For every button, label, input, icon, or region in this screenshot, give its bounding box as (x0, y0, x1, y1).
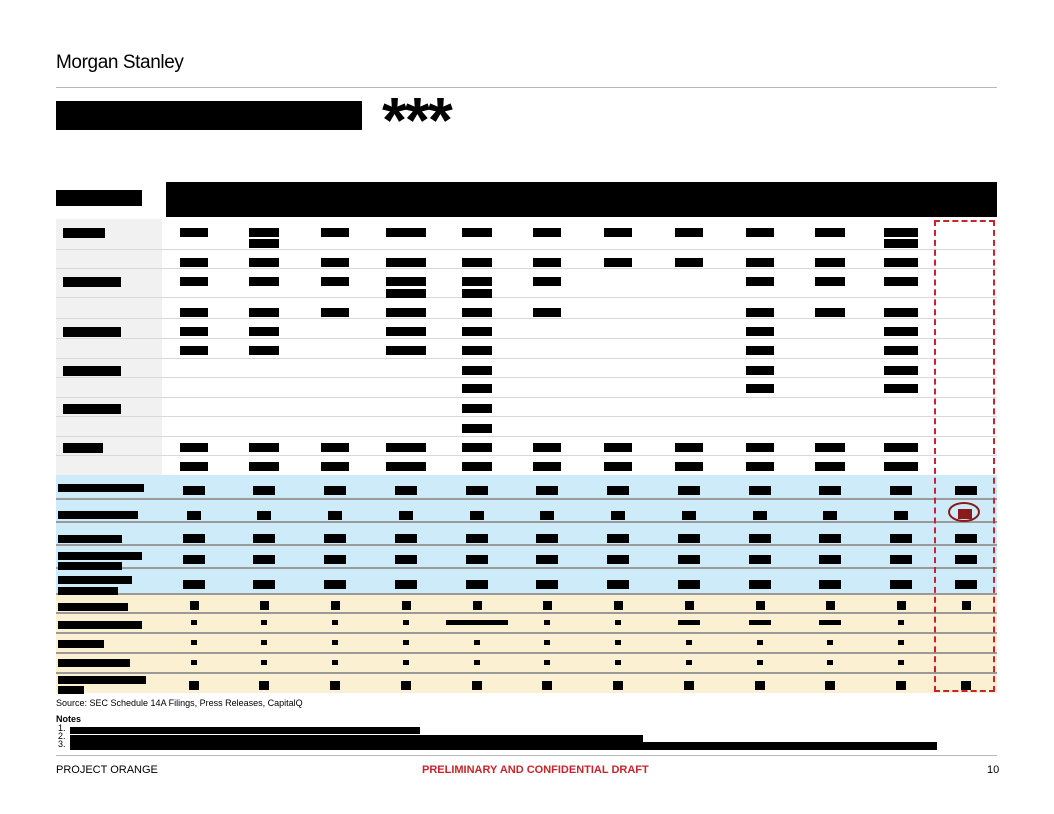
redacted-cell (183, 486, 205, 495)
redacted-cell (533, 443, 561, 452)
redacted-cell (180, 327, 208, 336)
redacted-cell (884, 327, 918, 336)
redacted-cell (324, 555, 346, 564)
redacted-cell (898, 640, 904, 645)
redacted-band-label (58, 659, 130, 667)
redacted-cell (896, 681, 906, 690)
redacted-cell (884, 277, 918, 286)
redacted-cell (890, 486, 912, 495)
redacted-cell (321, 228, 349, 237)
band-row-divider (56, 498, 997, 500)
redacted-cell (321, 443, 349, 452)
redacted-cell (544, 640, 550, 645)
redacted-cell (815, 258, 845, 267)
band-row-divider (56, 521, 997, 523)
redacted-row-label (63, 327, 121, 337)
redacted-cell (756, 601, 765, 610)
redacted-cell (321, 308, 349, 317)
redacted-cell (466, 555, 488, 564)
redacted-cell (678, 555, 700, 564)
redacted-cell (675, 228, 703, 237)
row-divider (56, 416, 997, 417)
redacted-row-label (63, 443, 103, 453)
redacted-cell (685, 601, 694, 610)
redacted-cell (180, 462, 208, 471)
redacted-cell (253, 534, 275, 543)
confidential-label: PRELIMINARY AND CONFIDENTIAL DRAFT (422, 764, 649, 776)
redacted-cell (884, 239, 918, 248)
redacted-cell (180, 346, 208, 355)
redacted-cell (332, 640, 338, 645)
row-divider (56, 338, 997, 339)
redacted-cell (819, 534, 841, 543)
header-rule (56, 87, 997, 88)
redacted-band-label (58, 576, 132, 584)
redacted-cell (190, 601, 199, 610)
redacted-cell (332, 660, 338, 665)
redacted-cell (604, 258, 632, 267)
redacted-cell (321, 277, 349, 286)
redacted-cell (826, 601, 835, 610)
redacted-cell (607, 486, 629, 495)
redacted-cell (607, 580, 629, 589)
redacted-cell (180, 228, 208, 237)
redacted-cell (395, 486, 417, 495)
redacted-cell (884, 346, 918, 355)
redacted-cell (898, 660, 904, 665)
redacted-cell (746, 443, 774, 452)
redacted-cell (884, 366, 918, 375)
redacted-cell (675, 258, 703, 267)
redacted-cell (890, 534, 912, 543)
redacted-cell (746, 327, 774, 336)
row-divider (56, 397, 997, 398)
redacted-band-label (58, 621, 142, 629)
redacted-cell (749, 534, 771, 543)
redacted-cell (474, 640, 480, 645)
redacted-cell (536, 580, 558, 589)
redacted-cell (249, 239, 279, 248)
redacted-cell (249, 228, 279, 237)
band-row-divider (56, 567, 997, 569)
redacted-cell (746, 384, 774, 393)
redacted-note-3 (70, 742, 937, 750)
redacted-cell (257, 511, 271, 520)
project-name: PROJECT ORANGE (56, 764, 158, 776)
redacted-cell (675, 443, 703, 452)
redacted-cell (894, 511, 908, 520)
note-number-2: 2. (58, 731, 66, 741)
redacted-cell (249, 346, 279, 355)
redacted-cell (403, 660, 409, 665)
band-row-divider (56, 612, 997, 614)
redacted-cell (533, 277, 561, 286)
redacted-cell (540, 511, 554, 520)
row-divider (56, 358, 997, 359)
redacted-cell (446, 620, 508, 625)
redacted-cell (249, 258, 279, 267)
redacted-cell (386, 462, 426, 471)
redacted-cell (615, 640, 621, 645)
redacted-cell (536, 486, 558, 495)
redacted-cell (749, 620, 771, 625)
redacted-cell (183, 580, 205, 589)
redacted-cell (187, 511, 201, 520)
redacted-cell (749, 580, 771, 589)
redacted-band-label (58, 535, 122, 543)
redacted-cell (462, 346, 492, 355)
row-divider (56, 268, 997, 269)
redacted-cell (462, 424, 492, 433)
redacted-cell (533, 258, 561, 267)
redacted-note-2 (70, 735, 643, 742)
redacted-band-label (58, 484, 144, 492)
redacted-cell (686, 640, 692, 645)
redacted-cell (183, 555, 205, 564)
redacted-cell (191, 660, 197, 665)
redacted-cell (749, 555, 771, 564)
redacted-cell (884, 462, 918, 471)
band-row-divider (56, 593, 997, 595)
redacted-cell (819, 620, 841, 625)
redacted-cell (180, 258, 208, 267)
redacted-row-label (63, 366, 121, 376)
redacted-header-band (166, 182, 997, 217)
redacted-cell (825, 681, 835, 690)
circled-cell-value (958, 509, 972, 519)
redacted-cell (472, 681, 482, 690)
redacted-cell (474, 660, 480, 665)
redacted-cell (682, 511, 696, 520)
redacted-cell (753, 511, 767, 520)
redacted-cell (544, 620, 550, 625)
redacted-cell (755, 681, 765, 690)
redacted-cell (473, 601, 482, 610)
redacted-cell (686, 660, 692, 665)
redacted-cell (746, 366, 774, 375)
band-row-divider (56, 544, 997, 546)
redacted-cell (607, 555, 629, 564)
redacted-cell (321, 258, 349, 267)
redacted-cell (386, 443, 426, 452)
row-divider (56, 455, 997, 456)
note-number-3: 3. (58, 739, 66, 749)
redacted-cell (386, 228, 426, 237)
redacted-cell (180, 277, 208, 286)
redacted-cell (823, 511, 837, 520)
redacted-cell (827, 640, 833, 645)
redacted-band-label (58, 587, 118, 595)
redacted-cell (183, 534, 205, 543)
redacted-cell (249, 443, 279, 452)
redacted-cell (386, 258, 426, 267)
redacted-cell (462, 366, 492, 375)
redacted-cell (611, 511, 625, 520)
redacted-cell (678, 620, 700, 625)
redacted-cell (898, 620, 904, 625)
redacted-cell (261, 660, 267, 665)
redacted-cell (402, 601, 411, 610)
redacted-cell (462, 258, 492, 267)
redacted-cell (746, 346, 774, 355)
redacted-cell (815, 462, 845, 471)
redacted-cell (613, 681, 623, 690)
redacted-cell (321, 462, 349, 471)
redacted-cell (386, 289, 426, 298)
redacted-cell (401, 681, 411, 690)
redacted-cell (253, 555, 275, 564)
source-text: Source: SEC Schedule 14A Filings, Press Releases, CapitalQ (56, 698, 303, 708)
notes-heading: Notes (56, 714, 82, 724)
band-row-divider (56, 632, 997, 634)
band-row-divider (56, 652, 997, 654)
redacted-cell (819, 555, 841, 564)
redacted-cell (884, 384, 918, 393)
redacted-cell (466, 534, 488, 543)
redacted-cell (890, 580, 912, 589)
redacted-cell (678, 580, 700, 589)
redacted-cell (884, 258, 918, 267)
redacted-cell (533, 462, 561, 471)
band-row-divider (56, 672, 997, 674)
redacted-cell (386, 277, 426, 286)
redacted-cell (542, 681, 552, 690)
redacted-cell (607, 534, 629, 543)
redacted-cell (819, 486, 841, 495)
redacted-cell (399, 511, 413, 520)
title-asterisks: *** (382, 84, 451, 156)
redacted-cell (746, 258, 774, 267)
redacted-cell (815, 228, 845, 237)
redacted-cell (675, 462, 703, 471)
redacted-row-label (63, 277, 121, 287)
row-divider (56, 377, 997, 378)
redacted-cell (897, 601, 906, 610)
redacted-cell (249, 462, 279, 471)
redacted-cell (884, 228, 918, 237)
redacted-cell (249, 327, 279, 336)
redacted-cell (332, 620, 338, 625)
redacted-cell (462, 308, 492, 317)
redacted-cell (746, 308, 774, 317)
redacted-cell (253, 580, 275, 589)
redacted-cell (543, 601, 552, 610)
redacted-title (56, 101, 362, 130)
redacted-band-label (58, 686, 84, 694)
redacted-cell (462, 404, 492, 413)
redacted-cell (386, 327, 426, 336)
redacted-cell (462, 384, 492, 393)
redacted-cell (884, 308, 918, 317)
redacted-cell (604, 462, 632, 471)
redacted-cell (815, 277, 845, 286)
row-divider (56, 297, 997, 298)
redacted-cell (191, 620, 197, 625)
redacted-cell (615, 620, 621, 625)
redacted-cell (890, 555, 912, 564)
redacted-cell (749, 486, 771, 495)
redacted-cell (395, 555, 417, 564)
redacted-cell (324, 534, 346, 543)
redacted-cell (827, 660, 833, 665)
redacted-band-label (58, 511, 138, 519)
redacted-cell (324, 580, 346, 589)
redacted-cell (253, 486, 275, 495)
redacted-cell (544, 660, 550, 665)
redacted-cell (261, 640, 267, 645)
redacted-cell (466, 580, 488, 589)
redacted-cell (395, 580, 417, 589)
redacted-cell (884, 443, 918, 452)
redacted-cell (462, 289, 492, 298)
redacted-cell (746, 228, 774, 237)
redacted-cell (815, 308, 845, 317)
redacted-cell (180, 443, 208, 452)
redacted-cell (331, 601, 340, 610)
redacted-cell (604, 228, 632, 237)
redacted-cell (462, 443, 492, 452)
redacted-cell (684, 681, 694, 690)
redacted-cell (403, 620, 409, 625)
footer-rule (56, 755, 997, 756)
redacted-cell (259, 681, 269, 690)
row-divider (56, 249, 997, 250)
redacted-band-label (58, 676, 146, 684)
redacted-cell (819, 580, 841, 589)
redacted-cell (403, 640, 409, 645)
redacted-cell (746, 277, 774, 286)
redacted-table-label (56, 190, 142, 206)
redacted-cell (324, 486, 346, 495)
redacted-cell (328, 511, 342, 520)
redacted-cell (757, 660, 763, 665)
note-number-1: 1. (58, 723, 66, 733)
redacted-cell (462, 277, 492, 286)
redacted-cell (249, 308, 279, 317)
redacted-cell (462, 462, 492, 471)
redacted-cell (614, 601, 623, 610)
redacted-cell (330, 681, 340, 690)
redacted-cell (533, 228, 561, 237)
redacted-cell (615, 660, 621, 665)
redacted-cell (261, 620, 267, 625)
redacted-band-label (58, 640, 104, 648)
redacted-cell (249, 277, 279, 286)
redacted-cell (536, 555, 558, 564)
redacted-band-label (58, 562, 122, 570)
redacted-cell (462, 228, 492, 237)
redacted-band-label (58, 552, 142, 560)
redacted-cell (678, 486, 700, 495)
redacted-cell (678, 534, 700, 543)
redacted-cell (604, 443, 632, 452)
redacted-cell (466, 486, 488, 495)
redacted-cell (260, 601, 269, 610)
redacted-note-1 (70, 727, 420, 734)
redacted-cell (815, 443, 845, 452)
page-number: 10 (987, 764, 1000, 776)
redacted-cell (536, 534, 558, 543)
redacted-cell (395, 534, 417, 543)
highlight-column-dashed-box (934, 220, 995, 692)
row-divider (56, 436, 997, 437)
redacted-row-label (63, 228, 105, 238)
redacted-cell (470, 511, 484, 520)
redacted-cell (757, 640, 763, 645)
redacted-band-label (58, 603, 128, 611)
redacted-cell (191, 640, 197, 645)
redacted-cell (386, 308, 426, 317)
redacted-cell (462, 327, 492, 336)
redacted-row-label (63, 404, 121, 414)
morgan-stanley-logo: Morgan Stanley (56, 52, 184, 73)
redacted-cell (746, 462, 774, 471)
row-divider (56, 318, 997, 319)
redacted-cell (180, 308, 208, 317)
redacted-cell (386, 346, 426, 355)
redacted-cell (533, 308, 561, 317)
redacted-cell (189, 681, 199, 690)
